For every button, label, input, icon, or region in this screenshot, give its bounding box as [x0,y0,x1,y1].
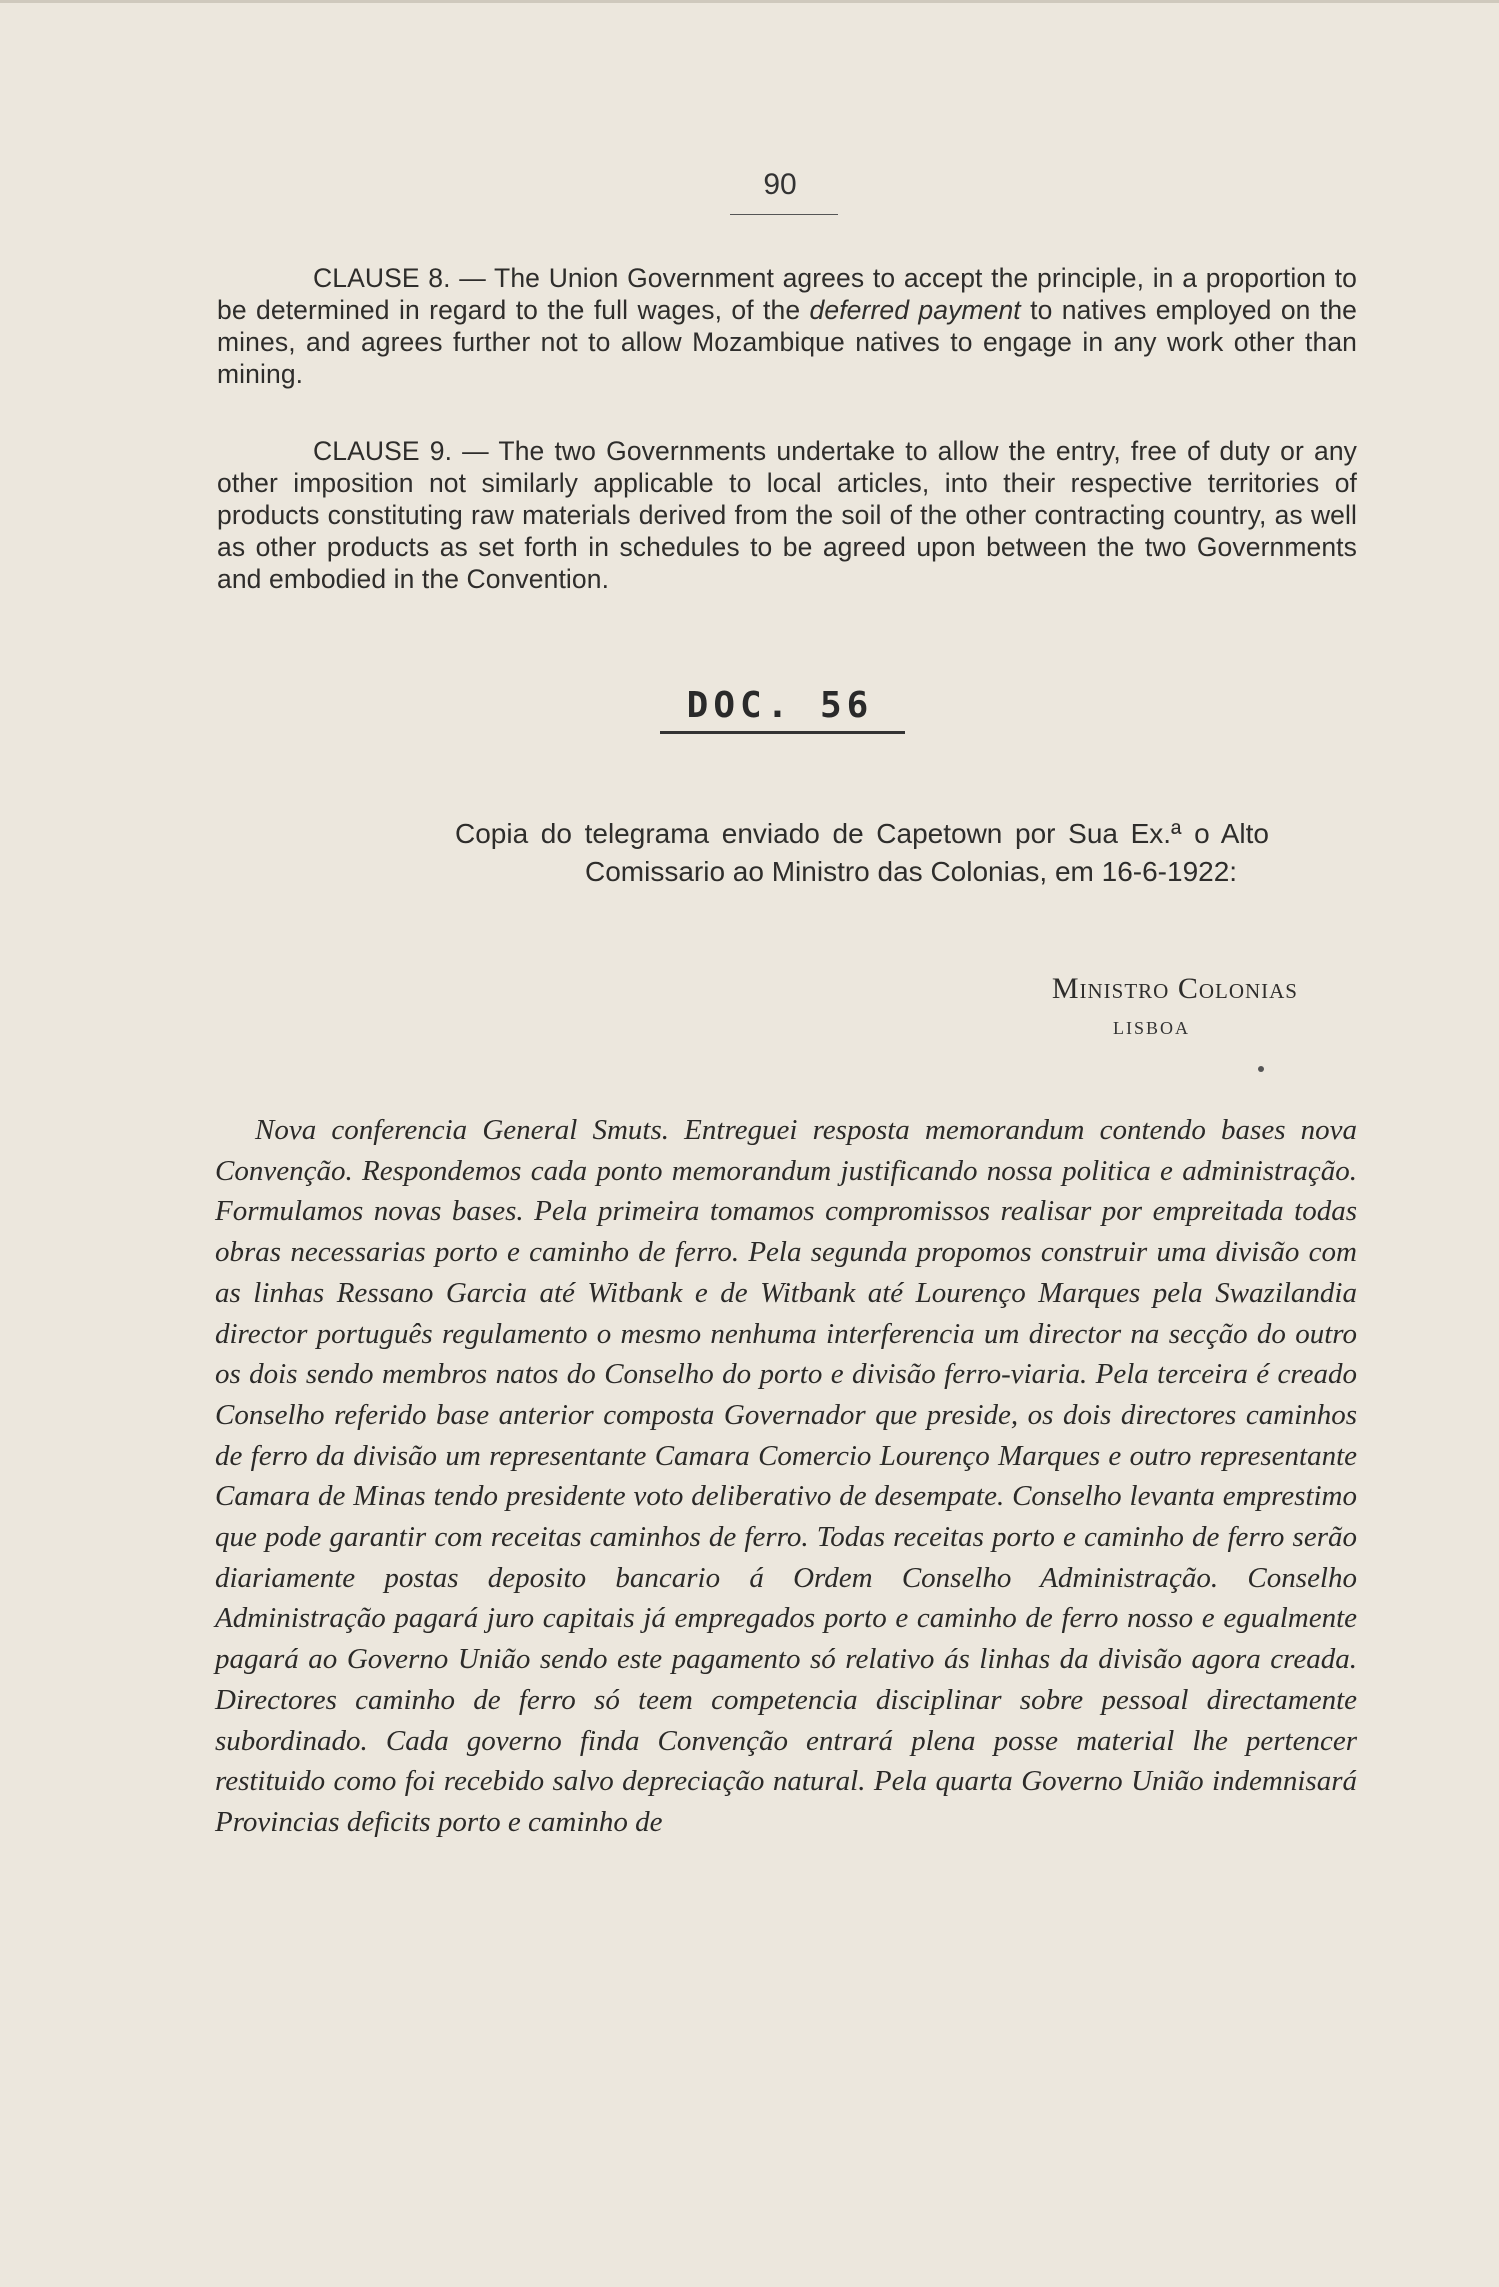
page-top-edge [0,0,1499,3]
doc-heading-rule [660,731,905,734]
telegram-addressee: Ministro Colonias [1051,972,1298,1005]
doc-caption [455,815,1269,891]
clause-9-text: — The two Governments undertake to allow the entry, free of duty or any other imposition not similarly applicable to local articles, into their respective territories of products constituting raw materials derived from the soil of the other contracting country, as well as other products as set forth in schedules to be agreed upon between the two Governments and embodied in the Convention. [217,436,1358,594]
ink-dot [1258,1066,1264,1072]
page-number: 90 [763,168,797,201]
clause-8-text-before: — The Union Government agrees to accept the principle, in a proportion to be determined in regard to the full wages, of the [217,263,1357,325]
doc-heading: DOC. 56 [686,685,874,726]
clause-8-paragraph [217,262,1357,390]
clause-8-text-after: to natives employed on the mines, and agrees further not to allow Mozambique natives to engage in any work other than mining. [217,295,1358,389]
clause-8-label: CLAUSE 8. [313,263,451,293]
doc-caption-text: Copia do telegrama enviado de Capetown por Sua Ex.ª o Alto Comissario ao Ministro das Colonias, em 16-6-1922: [455,818,1269,887]
clause-9-label: CLAUSE 9. [313,436,453,466]
telegram-city: LISBOA [1112,1018,1190,1038]
clause-8-emphasis: deferred payment [809,295,1021,325]
telegram-body [215,1110,1357,1843]
clause-8 [217,262,1357,390]
telegram-body-text: Nova conferencia General Smuts. Entreguei resposta memorandum contendo bases nova Convenção. Respondemos cada ponto memorandum justificando nossa politica e administração. Formulamos novas bases. Pela primeira tomamos compromissos realisar por empreitada todas obras necessarias porto e caminho de ferro. Pela segunda propomos construir uma divisão com as linhas Ressano Garcia até Witbank e de Witbank até Lourenço Marques pela Swazilandia director português regulamento o mesmo nenhuma interferencia um director na secção do outro os dois sendo membros natos do Conselho do porto e divisão ferro-viaria. Pela terceira é creado Conselho referido base anterior composta Governador que preside, os dois directores caminhos de ferro da divisão um representante Camara Comercio Lourenço Marques e outro representante Camara de Minas tendo presidente voto deliberativo de desempate. Conselho levanta emprestimo que pode garantir com receitas caminhos de ferro. Todas receitas porto e caminho de ferro serão diariamente postas deposito bancario á Ordem Conselho Administração. Conselho Administração pagará juro capitais já empregados porto e caminho de ferro nosso e egualmente pagará ao Governo União sendo este pagamento só relativo ás linhas da divisão agora creada. Directores caminho de ferro só teem competencia disciplinar sobre pessoal directamente subordinado. Cada governo finda Convenção entrará plena posse material lhe pertencer restituido como foi recebido salvo depreciação natural. Pela quarta Governo União indemnisará Provincias deficits porto e caminho de [215,1114,1357,1838]
clause-9-paragraph [217,435,1357,595]
page-number-rule [730,214,838,215]
clause-9 [217,435,1357,595]
